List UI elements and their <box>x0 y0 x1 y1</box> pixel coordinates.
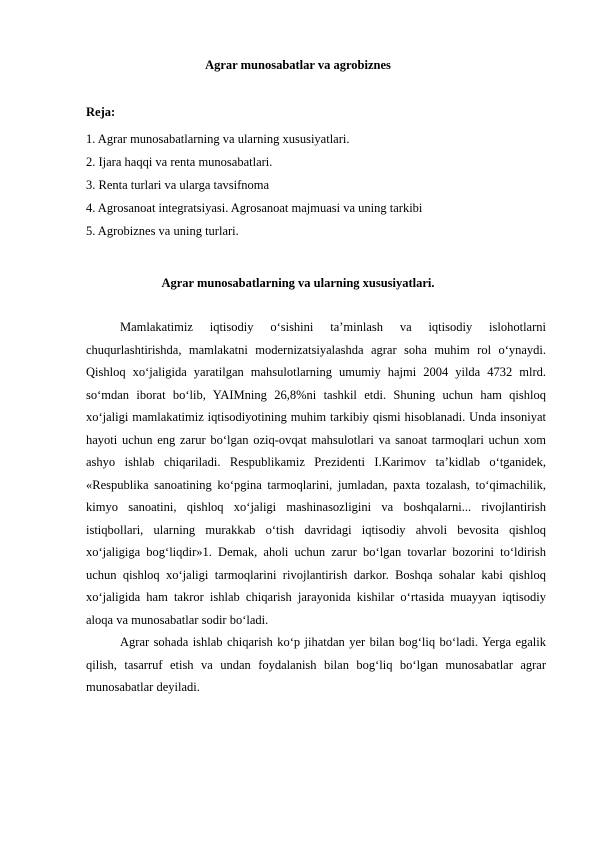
section-title: Agrar munosabatlarning va ularning xususiyatlari. <box>161 276 435 290</box>
plan-item: 1. Agrar munosabatlarning va ularning xususiyatlari. <box>86 132 350 146</box>
paragraph: Agrar sohada ishlab chiqarish ko‘p jihatdan yer bilan bog‘liq bo‘ladi. Yerga egalik qilish, tasarruf etish va undan foydalanish bilan bog‘liq bo‘lgan munosabatlar agrar munosabatlar deyiladi. <box>86 635 546 694</box>
plan-item: 2. Ijara haqqi va renta munosabatlari. <box>86 155 273 169</box>
plan-item: 5. Agrobiznes va uning turlari. <box>86 224 239 238</box>
plan-list <box>86 128 422 243</box>
paragraph: Mamlakatimiz iqtisodiy o‘sishini ta’minlash va iqtisodiy islohotlarni chuqurlashtirishda, mamlakatni modernizatsiyalashda agrar soha muhim rol o‘ynaydi. Qishloq xo‘jaligida yaratilgan mahsulotlarning umumiy hajmi 2004 yilda 4732 mlrd. so‘mdan iborat bo‘lib, YAIMning 26,8%ni tashkil etdi. Shuning uchun ham qishloq xo‘jaligi mamlakatimiz iqtisodiyotining muhim tarkibiy qismi hisoblanadi. Unda insoniyat hayoti uchun eng zarur bo‘lgan oziq-ovqat mahsulotlari va sanoat tarmoqlari uchun xom ashyo ishlab chiqariladi. Respublikamiz Prezidenti I.Karimov ta’kidlab o‘tganidek, «Respublika sanoatining ko‘pgina tarmoqlarini, jumladan, paxta tozalash, to‘qimachilik, kimyo sanoatini, qishloq xo‘jaligi mashinasozligini va boshqalarni... rivojlantirish istiqbollari, ularning murakkab o‘tish davridagi iqtisodiy ahvoli bevosita qishloq xo‘jaligiga bog‘liqdir»1. Demak, aholi uchun zarur bo‘lgan tovarlar bozorini to‘ldirish uchun qishloq xo‘jaligi tarmoqlarini rivojlantirish darkor. Boshqa sohalar kabi qishloq xo‘jaligida ham takror ishlab chiqarish jarayonida kishilar o‘rtasida muayyan iqtisodiy aloqa va munosabatlar sodir bo‘ladi. <box>86 320 546 627</box>
plan-item: 4. Agrosanoat integratsiyasi. Agrosanoat majmuasi va uning tarkibi <box>86 201 423 215</box>
body-text <box>86 316 546 699</box>
plan-heading: Reja: <box>86 105 116 119</box>
document-title: Agrar munosabatlar va agrobiznes <box>205 58 391 72</box>
plan-item: 3. Renta turlari va ularga tavsifnoma <box>86 178 270 192</box>
